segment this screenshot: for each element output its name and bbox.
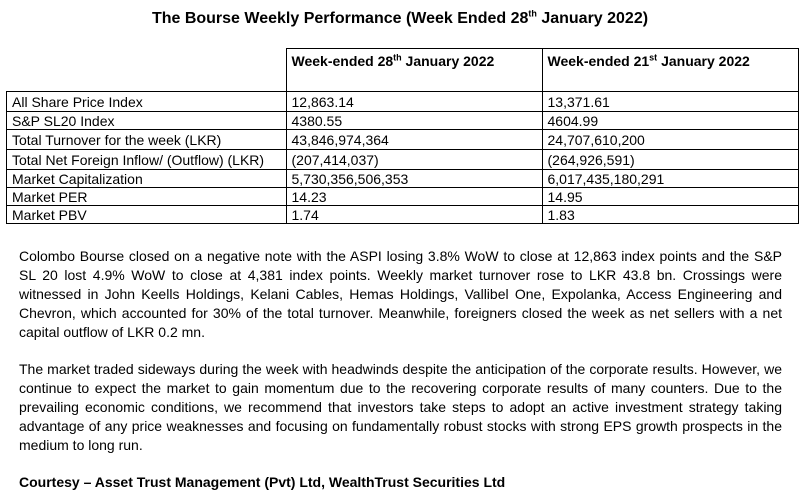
courtesy-line: Courtesy – Asset Trust Management (Pvt) Ltd, WealthTrust Securities Ltd [19,474,506,490]
title-text-end: January 2022) [536,10,649,27]
header-text: Week-ended 28 [291,53,394,69]
row-label: Total Net Foreign Inflow/ (Outflow) (LKR) [7,150,287,170]
previous-value: 14.95 [542,188,798,206]
header-text-end: January 2022 [401,53,495,69]
title-superscript: th [528,8,537,19]
row-label: S&P SL20 Index [7,112,287,130]
previous-value: (264,926,591) [542,150,798,170]
row-label: Market Capitalization [7,170,287,188]
header-text-end: January 2022 [657,53,750,69]
table-row [7,206,799,224]
table-header-row [7,49,799,92]
title-text: The Bourse Weekly Performance (Week Ended 28 [151,10,529,27]
previous-value: 24,707,610,200 [542,130,798,150]
header-superscript: st [649,52,658,63]
current-value: 4380.55 [286,112,542,130]
header-text: Week-ended 21 [547,53,650,69]
table-row [7,150,799,170]
current-value: 14.23 [286,188,542,206]
table-row [7,112,799,130]
row-label: Total Turnover for the week (LKR) [7,130,287,150]
table-row [7,188,799,206]
previous-value: 4604.99 [542,112,798,130]
current-value: (207,414,037) [286,150,542,170]
row-label: Market PBV [7,206,287,224]
header-superscript: th [393,52,402,63]
page-title [0,9,800,29]
table-row [7,170,799,188]
current-value: 12,863.14 [286,92,542,112]
previous-value: 6,017,435,180,291 [542,170,798,188]
current-value: 43,846,974,364 [286,130,542,150]
previous-value: 13,371.61 [542,92,798,112]
row-label: All Share Price Index [7,92,287,112]
header-blank-cell [7,49,287,92]
previous-value: 1.83 [542,206,798,224]
current-value: 1.74 [286,206,542,224]
performance-table [6,48,799,224]
header-previous-week [542,49,798,92]
header-current-week [286,49,542,92]
current-value: 5,730,356,506,353 [286,170,542,188]
market-summary-paragraph: Colombo Bourse closed on a negative note with the ASPI losing 3.8% WoW to close at 12,863 index points and the S&P SL 20 lost 4.9% WoW to close at 4,381 index points. Weekly market turnover rose to LKR 43.8 bn. Crossings were witnessed in John Keells Holdings, Kelani Cables, Hemas Holdings, Vallibel One, Expolanka, Access Engineering and Chevron, which accounted for 30% of the total turnover. Meanwhile, foreigners closed the week as net sellers with a net capital outflow of LKR 0.2 mn. [19,248,782,340]
row-label: Market PER [7,188,287,206]
table-row [7,92,799,112]
table-row [7,130,799,150]
market-outlook-paragraph: The market traded sideways during the week with headwinds despite the anticipation of the corporate results. However, we continue to expect the market to gain momentum due to the recovering corporate results of many counters. Due to the prevailing economic conditions, we recommend that investors take steps to adopt an active investment strategy taking advantage of any price weaknesses and focusing on fundamentally robust stocks with strong EPS growth prospects in the medium to long run. [19,361,782,453]
